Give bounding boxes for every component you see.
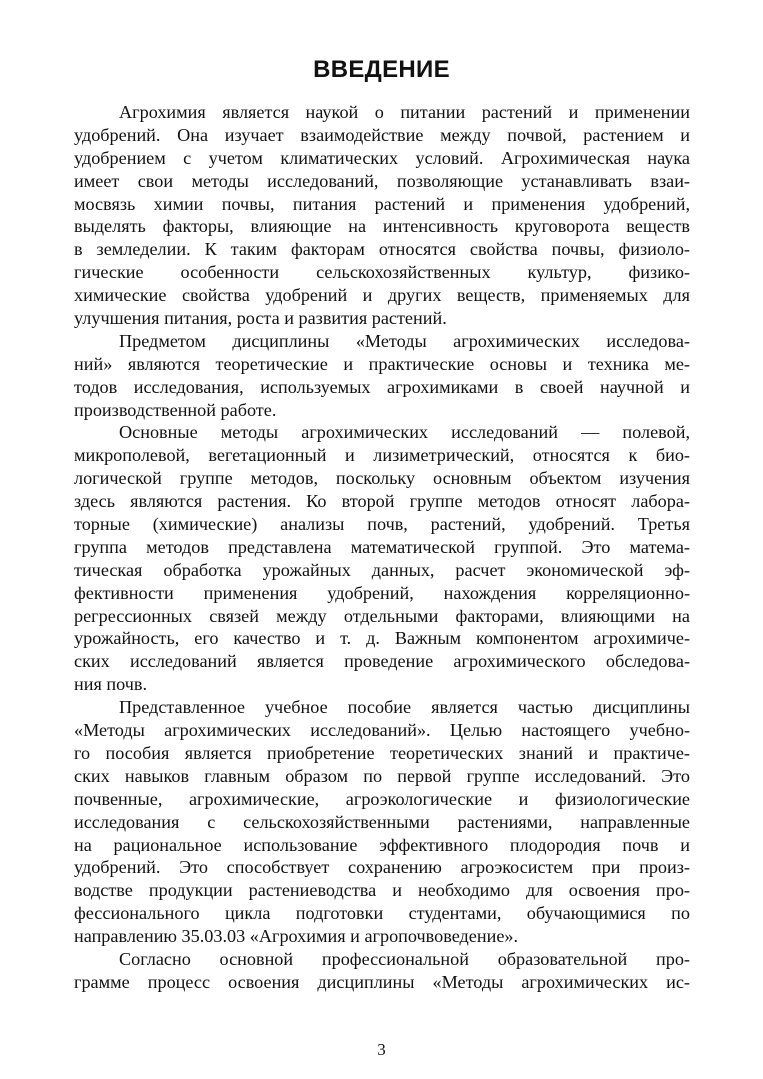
paragraph — [74, 101, 690, 330]
text-line: удобрений. Она изучает взаимодействие между почвой, растением и — [74, 124, 690, 145]
text-line: производственной работе. — [74, 399, 277, 420]
text-line: имеет свои методы исследований, позволяющие устанавливать взаи- — [74, 170, 690, 191]
text-line: Агрохимия является наукой о питании растений и применении — [119, 102, 690, 122]
text-line: урожайность, его качество и т. д. Важным компонентом агрохимиче- — [74, 628, 690, 649]
text-line: логической группе методов, поскольку основным объектом изучения — [74, 468, 690, 489]
text-line: ских исследований является проведение агрохимического обследова- — [74, 651, 690, 672]
paragraph — [74, 330, 690, 422]
text-line: «Методы агрохимических исследований». Целью настоящего учебно- — [74, 720, 690, 741]
text-line: фессионального цикла подготовки студентами, обучающимися по — [74, 903, 690, 924]
text-line: регрессионных связей между отдельными факторами, влияющими на — [74, 605, 690, 626]
text-line: го пособия является приобретение теоретических знаний и практиче- — [74, 742, 690, 763]
text-line: удобрением с учетом климатических условий. Агрохимическая наука — [74, 147, 690, 168]
text-line: тодов исследования, используемых агрохимиками в своей научной и — [74, 376, 690, 397]
text-line: торные (химические) анализы почв, растений, удобрений. Третья — [74, 514, 690, 535]
paragraph — [74, 421, 690, 696]
text-line: улучшения питания, роста и развития растений. — [74, 308, 447, 329]
text-line: гические особенности сельскохозяйственных культур, физико- — [74, 262, 690, 283]
page-title: ВВЕДЕНИЕ — [313, 56, 450, 83]
text-line: здесь являются растения. Ко второй группе методов относят лабора- — [74, 491, 690, 512]
text-line: ний» являются теоретические и практические основы и техника ме- — [74, 353, 690, 374]
text-line: мосвязь химии почвы, питания растений и применения удобрений, — [74, 193, 690, 214]
text-line: тическая обработка урожайных данных, расчет экономической эф- — [74, 559, 690, 580]
text-line: направлению 35.03.03 «Агрохимия и агропочвоведение». — [74, 926, 519, 947]
body-text — [74, 101, 690, 994]
text-line: удобрений. Это способствует сохранению агроэкосистем при произ- — [74, 857, 690, 878]
text-line: химические свойства удобрений и других веществ, применяемых для — [74, 285, 690, 306]
text-line: почвенные, агрохимические, агроэкологические и физиологические — [74, 788, 690, 809]
text-line: Представленное учебное пособие является частью дисциплины — [119, 697, 690, 718]
text-line: группа методов представлена математической группой. Это матема- — [74, 536, 690, 557]
text-line: водстве продукции растениеводства и необходимо для освоения про- — [74, 880, 690, 901]
text-line: микрополевой, вегетационный и лизиметрический, относятся к био- — [74, 445, 690, 466]
paragraph — [74, 696, 690, 948]
text-line: Предметом дисциплины «Методы агрохимических исследова- — [119, 330, 690, 351]
text-line: исследования с сельскохозяйственными растениями, направленные — [74, 811, 690, 832]
text-line: Согласно основной профессиональной образовательной про- — [119, 948, 690, 969]
text-line: на рациональное использование эффективного плодородия почв и — [74, 834, 690, 855]
paragraph — [74, 948, 690, 994]
text-line: грамме процесс освоения дисциплины «Методы агрохимических ис- — [74, 971, 690, 992]
text-line: ских навыков главным образом по первой группе исследований. Это — [74, 765, 690, 786]
text-line: ния почв. — [74, 674, 148, 695]
text-line: фективности применения удобрений, нахождения корреляционно- — [74, 582, 690, 603]
page-number: 3 — [377, 1040, 386, 1059]
text-line: в земледелии. К таким факторам относятся свойства почвы, физиоло- — [74, 239, 690, 260]
text-line: Основные методы агрохимических исследований — полевой, — [119, 422, 690, 443]
text-line: выделять факторы, влияющие на интенсивность круговорота веществ — [74, 216, 690, 237]
